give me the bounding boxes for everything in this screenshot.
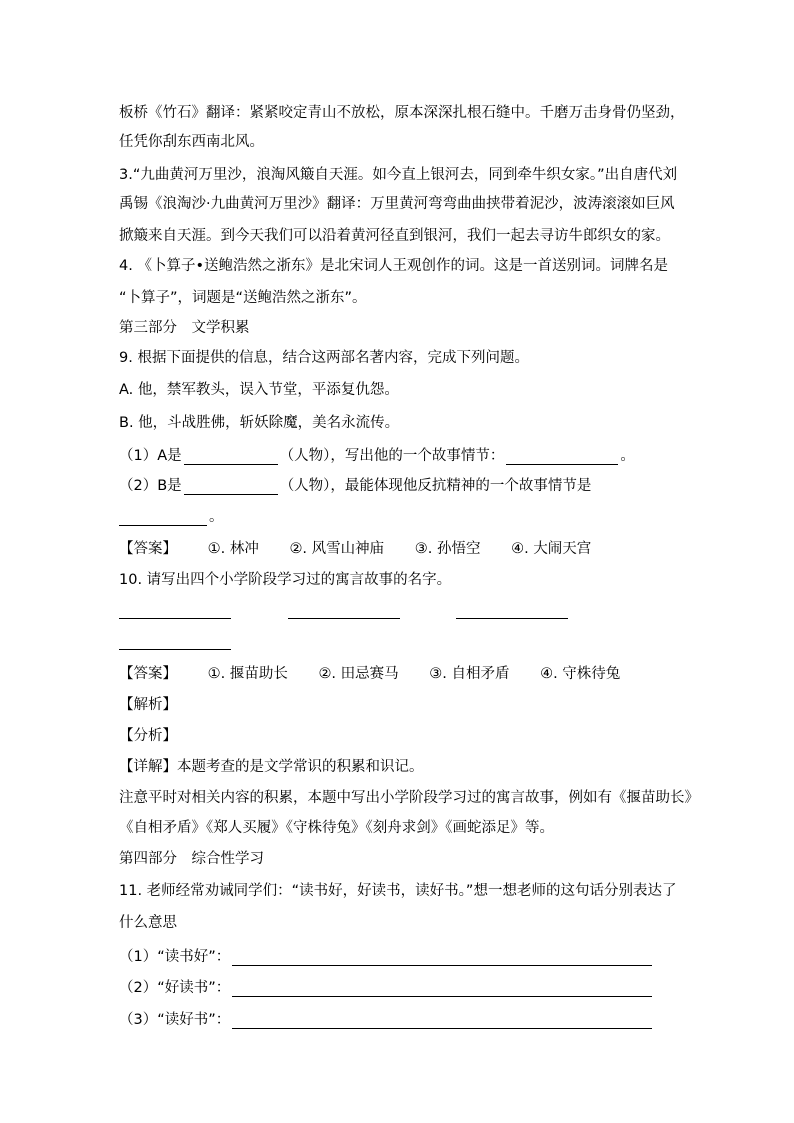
answer-blank[interactable] [232,982,652,997]
answer-blank[interactable] [232,951,652,966]
q9-sub-2-cont [119,508,224,526]
q9-s1-mid: （人物），写出他的一个故事情节： [279,448,505,464]
q11-item-label: （1）“读书好”： [119,949,231,965]
q10-answer [119,665,646,683]
text-line: 禹锡《浪淘沙·九曲黄河万里沙》翻译：万里黄河弯弯曲曲挟带着泥沙，波涛滚滚如巨风 [119,196,675,212]
answer-blank[interactable] [119,618,231,619]
q11-item-label: （3）“读好书”： [119,1012,231,1028]
answer-blank[interactable] [232,1014,652,1029]
fenxi-label: 【分析】 [119,728,177,744]
text-line: 3.“九曲黄河万里沙，浪淘风簸自天涯。如今直上银河去，同到牵牛织女家。”出自唐代刘 [119,167,678,183]
text-line: “卜算子”，词题是“送鲍浩然之浙东”。 [119,290,367,306]
answer-blank[interactable] [506,450,618,465]
q11-item-label: （2）“好读书”： [119,980,231,996]
section-heading: 第三部分 文学积累 [119,320,250,336]
answer-item: ①. 林冲 [207,541,259,557]
question-9-stem: 9. 根据下面提供的信息，结合这两部名著内容，完成下列问题。 [119,350,529,366]
q9-s2-prefix: （2）B是 [119,478,182,494]
q9-s2-end: 。 [209,509,224,525]
answer-blank[interactable] [456,618,568,619]
q9-option-b: B. 他，斗战胜佛，斩妖除魔，美名永流传。 [119,415,400,431]
section-heading: 第四部分 综合性学习 [119,851,264,867]
answer-label: 【答案】 [119,666,177,682]
q9-sub-2 [119,477,591,495]
q9-option-a: A. 他，禁军教头，误入节堂，平添复仇怨。 [119,382,399,398]
q9-sub-1 [119,447,635,465]
q11-item [119,979,654,997]
xiangjie-text: 【详解】本题考查的是文学常识的积累和识记。 [119,759,424,775]
answer-blank[interactable] [119,511,207,526]
text-line: 板桥《竹石》翻译：紧紧咬定青山不放松，原本深深扎根石缝中。千磨万击身骨仍坚劲， [119,105,685,121]
answer-blank[interactable] [119,649,231,650]
q9-s1-prefix: （1）A是 [119,448,182,464]
answer-item: ①. 揠苗助长 [207,666,288,682]
q9-s1-end: 。 [620,448,635,464]
answer-blank[interactable] [288,618,400,619]
question-11-stem-cont: 什么意思 [119,915,177,931]
question-11-stem: 11. 老师经常劝诫同学们：“读书好，好读书，读好书。”想一想老师的这句话分别表达了 [119,883,677,899]
answer-item: ③. 自相矛盾 [429,666,510,682]
text-line: 掀簸来自天涯。到今天我们可以沿着黄河径直到银河，我们一起去寻访牛郎织女的家。 [119,228,670,244]
text-line: 4. 《卜算子•送鲍浩然之浙东》是北宋词人王观创作的词。这是一首送别词。词牌名是 [119,258,668,274]
jiexi-label: 【解析】 [119,697,177,713]
note-line: 注意平时对相关内容的积累，本题中写出小学阶段学习过的寓言故事，例如有《揠苗助长》 [119,790,699,806]
text-line: 任凭你刮东西南北风。 [119,134,264,150]
answer-item: ③. 孙悟空 [414,541,481,557]
answer-label: 【答案】 [119,541,177,557]
q9-s2-mid: （人物），最能体现他反抗精神的一个故事情节是 [279,478,592,494]
q11-item [119,948,654,966]
answer-blank[interactable] [184,450,278,465]
note-line: 《自相矛盾》《郑人买履》《守株待兔》《刻舟求剑》《画蛇添足》等。 [119,820,554,836]
answer-item: ②. 田忌赛马 [318,666,399,682]
q11-item [119,1011,654,1029]
answer-item: ④. 大闹天宫 [511,541,592,557]
answer-blank[interactable] [184,480,278,495]
question-10-stem: 10. 请写出四个小学阶段学习过的寓言故事的名字。 [119,572,452,588]
answer-item: ④. 守株待兔 [540,666,621,682]
answer-item: ②. 风雪山神庙 [289,541,385,557]
q9-answer [119,540,617,558]
